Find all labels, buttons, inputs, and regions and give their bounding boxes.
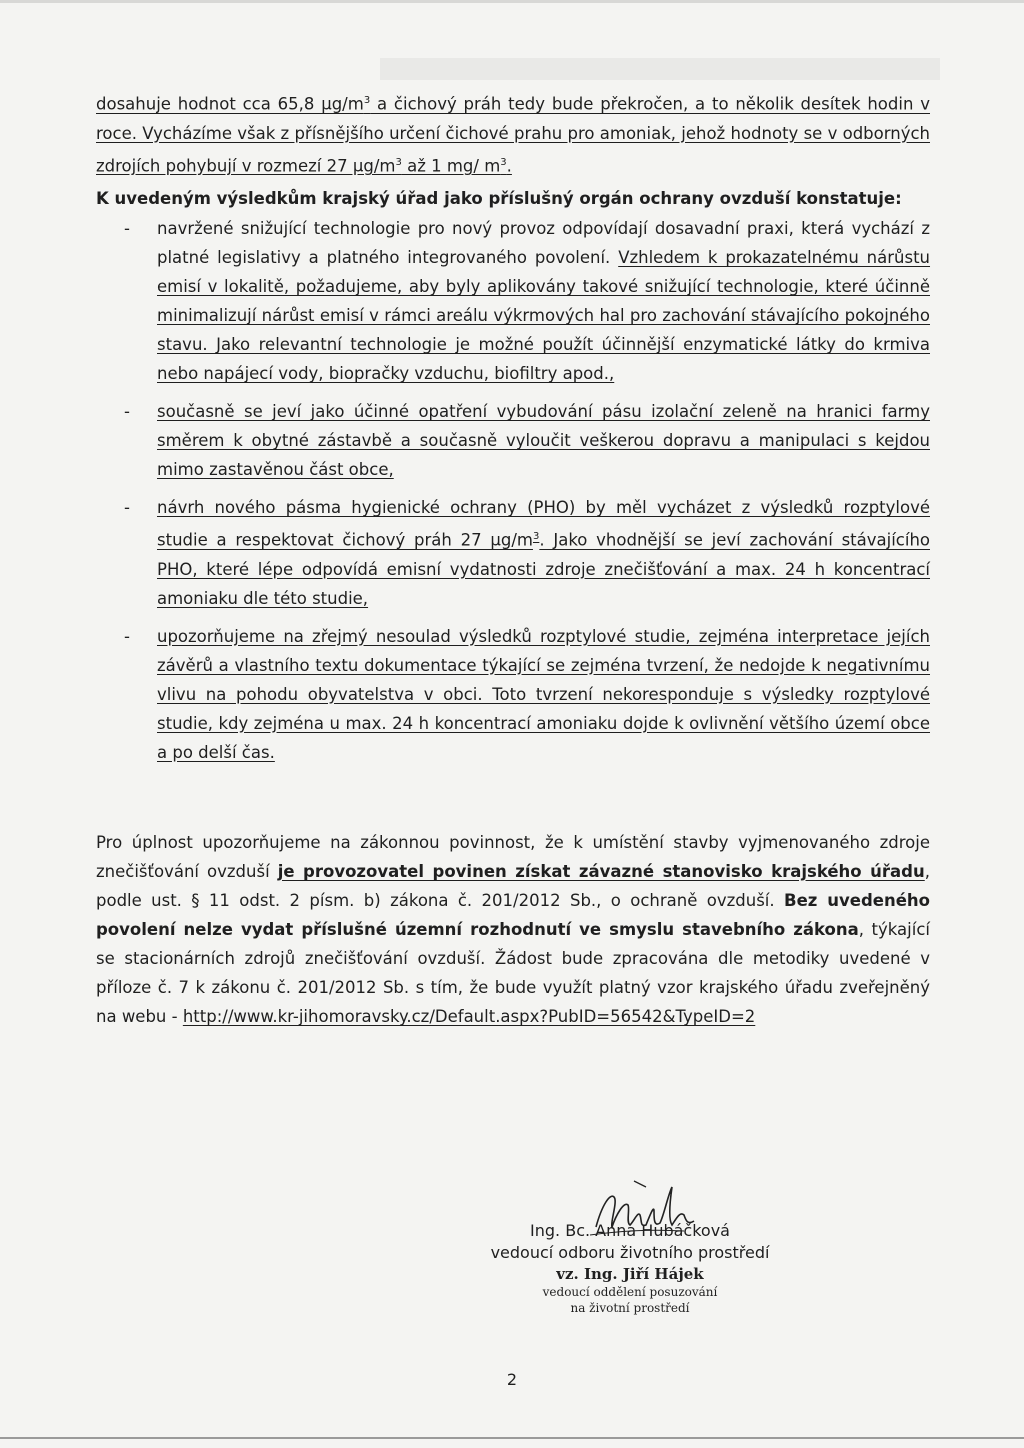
bullet-dash: -: [124, 402, 130, 421]
intro-text-1: dosahuje hodnot cca 65,8 µg/m: [96, 94, 364, 114]
signatory-role: vedoucí odboru životního prostředí: [490, 1243, 770, 1262]
list-item: [96, 214, 930, 388]
intro-paragraph: [96, 86, 930, 180]
bullet-3-text-a: návrh nového pásma hygienické ochrany (PHO) by měl vycházet z výsledků rozptylové studie a respektovat čichový práh 27 µg/m: [157, 498, 930, 550]
intro-text-2: a čichový práh tedy bude překročen, a to několik desítek hodin v roce. Vycházíme však z přísnějšího určení čichové prahu pro amoniak, jehož hodnoty se v odborných zdrojích pohybují v rozmezí 27 µg/m: [96, 94, 930, 175]
list-item: [96, 397, 930, 484]
bullet-dash: -: [124, 626, 130, 646]
list-item: [96, 622, 930, 767]
page-number: 2: [506, 1370, 518, 1389]
signatory-name: Ing. Bc. Anna Hubáčková: [530, 1221, 730, 1240]
findings-list: [96, 214, 930, 776]
intro-text-4: .: [506, 156, 512, 175]
bullet-1-plain: navržené snižující technologie pro nový provoz odpovídají dosavadní praxi, která vychází z platné legislativy a platného integrovaného povolení.: [157, 219, 930, 267]
intro-sup-1: 3: [363, 95, 371, 106]
scan-edge-bottom: [0, 1437, 1024, 1439]
scan-edge-top: [0, 0, 1024, 3]
bullet-2-text: současně se jeví jako účinné opatření vybudování pásu izolační zeleně na hranici farmy směrem k obytné zástavbě a současně vyloučit veškerou dopravu a manipulaci s kejdou mimo zastavěnou část obce,: [157, 402, 930, 479]
intro-sup-2: 3: [395, 156, 402, 168]
list-item: [96, 493, 930, 613]
bullet-1-underlined: Vzhledem k prokazatelnému nárůstu emisí v lokalitě, požadujeme, aby byly aplikovány takové snižující technologie, které účinně minimalizují nárůst emisí v rámci areálu výkrmových hal pro zachování stávajícího pokojného stavu. Jako relevantní technologie je možné použít účinnější enzymatické látky do krmiva nebo napájecí vody, biopračky vzduchu, biofiltry apod.,: [157, 248, 931, 383]
stamp-name: vz. Ing. Jiří Hájek: [556, 1265, 704, 1283]
closing-text-3: , podle ust. § 11 odst. 2 písm. b) zákona č. 201/2012 Sb., o ochraně ovzduší.: [96, 862, 930, 910]
bullet-3-sup: 3: [532, 531, 540, 542]
stamp-role-2: na životní prostředí: [570, 1301, 690, 1315]
closing-text-5: , týkající se stacionárních zdrojů znečišťování ovzduší. Žádost bude zpracována dle metodiky uvedené v příloze č. 7 k zákonu č. 201/2012 Sb. s tím, že bude využít platný vzor krajského úřadu zveřejněný na webu -: [96, 920, 930, 1026]
bullet-4-text: upozorňujeme na zřejmý nesoulad výsledků rozptylové studie, zejména interpretace jejích závěrů a vlastního textu dokumentace týkající se zejména tvrzení, že nedojde k negativnímu vlivu na pohodu obyvatelstva v obci. Toto tvrzení nekoresponduje s výsledky rozptylové studie, kdy zejména u max. 24 h koncentrací amoniaku dojde k ovlivnění většího území obce a po delší čas.: [157, 626, 930, 762]
bullet-dash: -: [124, 498, 130, 517]
bullet-3-text-b: . Jako vhodnější se jeví zachování stávajícího PHO, které lépe odpovídá emisní vydatnosti zdroje znečišťování a max. 24 h koncentrací amoniaku dle této studie,: [157, 530, 930, 608]
bullet-dash: -: [124, 219, 130, 238]
web-link[interactable]: http://www.kr-jihomoravsky.cz/Default.aspx?PubID=56542&TypeID=2: [182, 1007, 756, 1026]
stamp-role-1: vedoucí oddělení posuzování: [542, 1285, 718, 1299]
closing-paragraph: [96, 828, 930, 1031]
signature-block: [470, 1220, 790, 1316]
intro-sup-3: 3: [500, 156, 507, 168]
closing-obligation: je provozovatel povinen získat závazné stanovisko krajského úřadu: [277, 862, 925, 881]
intro-text-3: až 1 mg/ m: [401, 156, 501, 175]
deputy-stamp: [470, 1264, 790, 1316]
closing-text-1: Pro úplnost upozorňujeme na zákonnou povinnost, že k umístění stavby vyjmenovaného zdroje znečišťování ovzduší: [96, 833, 930, 881]
closing-permit-note: Bez uvedeného povolení nelze vydat příslušné územní rozhodnutí ve smyslu stavebního zákona: [96, 891, 930, 939]
bleed-through-header: [380, 50, 940, 90]
findings-heading: K uvedeným výsledkům krajský úřad jako příslušný orgán ochrany ovzduší konstatuje:: [96, 189, 902, 208]
